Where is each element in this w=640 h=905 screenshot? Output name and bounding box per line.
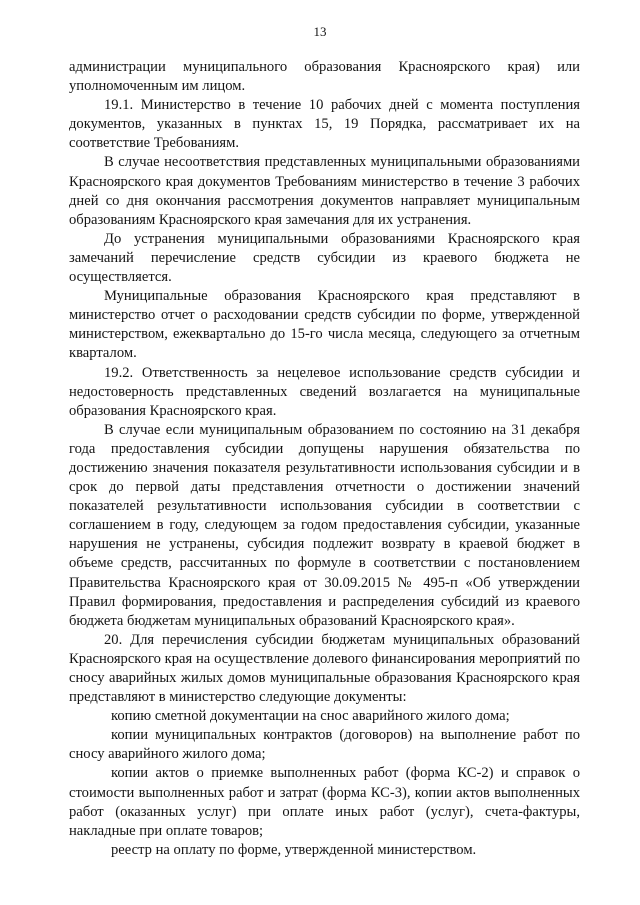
paragraph-19-2: 19.2. Ответственность за нецелевое использование средств субсидии и недостоверность представленных сведений возлагается на муниципальные образования Красноярского края. — [69, 364, 580, 419]
paragraph-mismatch: В случае несоответствия представленных муниципальными образованиями Красноярского края документов Требованиям министерство в течение 3 рабочих дней со дня окончания рассмотрения документов направляет муниципальным образованиям Красноярского края замечания для их устранения. — [69, 154, 580, 228]
paragraph-continuation: администрации муниципального образования Красноярского края) или уполномоченным им лицом. — [69, 59, 580, 95]
paragraph-20: 20. Для перечисления субсидии бюджетам муниципальных образований Красноярского края на осуществление долевого финансирования мероприятий по сносу аварийных жилых домов муниципальные образования Красноярского края представляют в министерство следующие документы: — [69, 631, 580, 706]
paragraph-19-1: 19.1. Министерство в течение 10 рабочих дней с момента поступления документов, указанных в пунктах 15, 19 Порядка, рассматривает их на соответствие Требованиям. — [69, 97, 580, 152]
paragraph-report: Муниципальные образования Красноярского края представляют в министерство отчет о расходовании средств субсидии по форме, утвержденной министерством, ежеквартально до 15-го числа месяца, следующего за отчетным кварталом. — [69, 288, 580, 362]
list-item-acts: копии актов о приемке выполненных работ (форма КС-2) и справок о стоимости выполненных работ и затрат (форма КС-3), копии актов выполненных работ (оказанных услуг) при оплате иных работ (услуг), счета-фактуры, накладные при оплате товаров; — [69, 765, 580, 839]
paragraph-until-fix: До устранения муниципальными образованиями Красноярского края замечаний перечисление средств субсидии из краевого бюджета не осуществляется. — [69, 230, 580, 286]
list-item-contracts: копии муниципальных контрактов (договоров) на выполнение работ по сносу аварийного жилого дома; — [69, 727, 580, 763]
paragraph-refund: В случае если муниципальным образованием по состоянию на 31 декабря года предоставления субсидии допущены нарушения обязательства по достижению значения показателя результативности использования субсидии и в срок до первой даты представления отчетности о достижении значений показателей результативности использования субсидии в соответствии с соглашением в году, следующем за годом предоставления субсидии, указанные нарушения не устранены, субсидия подлежит возврату в краевой бюджет в объеме средств, рассчитанных по формуле в соответствии с постановлением Правительства Красноярского края от 30.09.2015 № 495-п «Об утверждении Правил формирования, предоставления и распределения субсидий из краевого бюджета бюджетам муниципальных образований Красноярского края». — [69, 421, 580, 629]
list-item-estimate: копию сметной документации на снос аварийного жилого дома; — [111, 708, 510, 725]
list-item-registry: реестр на оплату по форме, утвержденной министерством. — [111, 841, 477, 858]
document-body — [69, 58, 580, 860]
page-number: 13 — [313, 24, 327, 39]
